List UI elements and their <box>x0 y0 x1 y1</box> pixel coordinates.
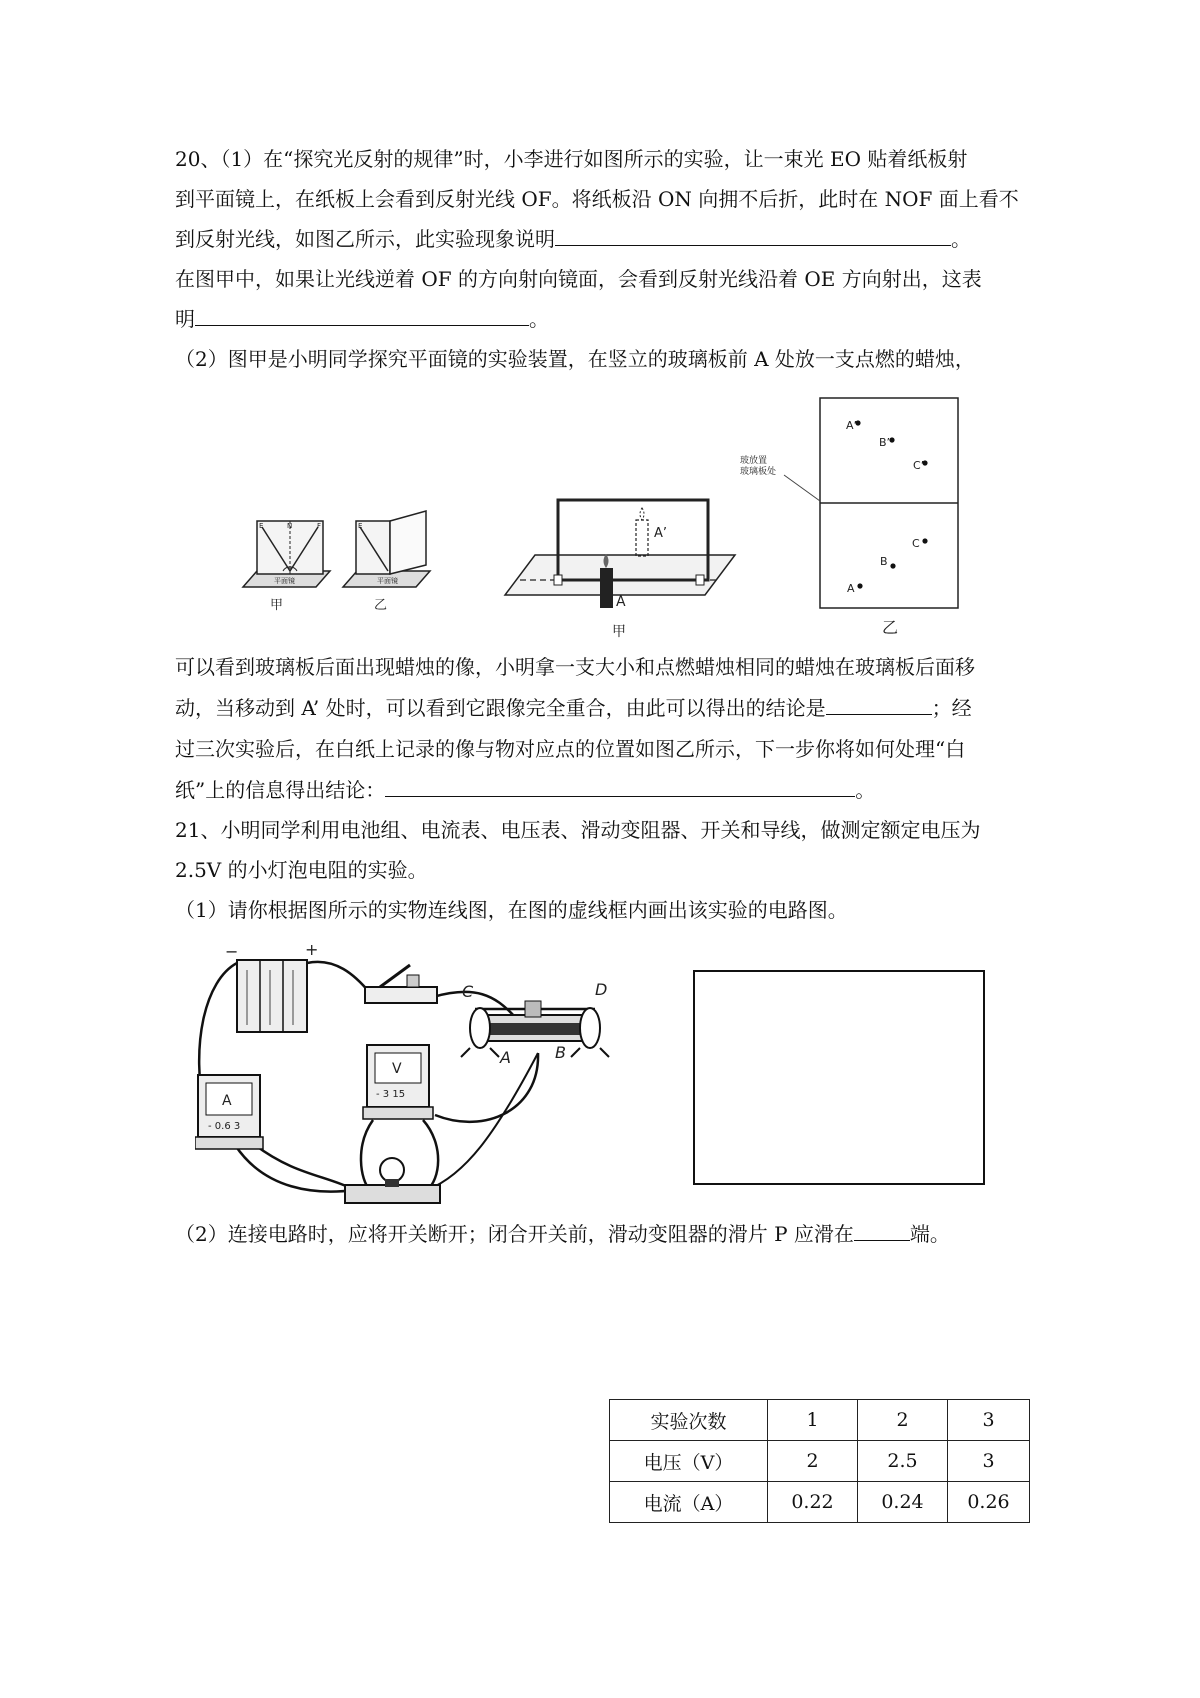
answer-blank-slider-end[interactable] <box>854 1220 910 1241</box>
mirror-label-yi: 平面镜 <box>377 577 398 585</box>
q20-part2-line-5 <box>175 776 875 804</box>
mirror-setup-figure <box>500 480 740 640</box>
answer-blank-reflection-plane[interactable] <box>555 225 951 246</box>
glass-label-2: 玻璃板处 <box>740 467 777 477</box>
point-C-prime: C’ <box>913 459 925 472</box>
q20-part2-line-3 <box>175 694 972 722</box>
q20-part2-line-4: 过三次实验后，在白纸上记录的像与物对应点的位置如图乙所示，下一步你将如何处理“白 <box>175 737 966 761</box>
table-row <box>610 1482 1030 1523</box>
label-A: A <box>616 594 626 610</box>
rheostat-label-D: D <box>595 980 608 999</box>
ammeter <box>195 1075 263 1149</box>
q20-part2-line-5-text: 纸”上的信息得出结论： <box>175 778 386 802</box>
q20-part2-line-3-end: ；经 <box>931 696 972 720</box>
paper-record-figure <box>730 393 970 638</box>
answer-blank-reversibility[interactable] <box>195 305 529 326</box>
ammeter-scale: - 0.6 3 <box>208 1121 241 1132</box>
q20-line-2: 到平面镜上，在纸板上会看到反射光线 OF。将纸板沿 ON 向拥不后折，此时在 NOF 面上看不 <box>175 187 1019 211</box>
table-row <box>610 1441 1030 1482</box>
q21-part2-text: （2）连接电路时，应将开关断开；闭合开关前，滑动变阻器的滑片 P 应滑在 <box>175 1222 854 1246</box>
caption-yi-paper: 乙 <box>882 618 899 637</box>
label-E-yi: E <box>358 522 363 530</box>
q20-line-4: 在图甲中，如果让光线逆着 OF 的方向射向镜面，会看到反射光线沿着 OE 方向射出，这表 <box>175 267 982 291</box>
q20-line-3 <box>175 225 971 253</box>
point-A-prime: A’ <box>846 419 858 432</box>
q20-line-5 <box>175 305 549 333</box>
table-header-cell: 1 <box>768 1400 858 1441</box>
rheostat-label-C: C <box>462 982 474 1001</box>
table-header-row <box>610 1400 1030 1441</box>
table-cell: 0.22 <box>768 1482 858 1523</box>
q21-line-1: 21、小明同学利用电池组、电流表、电压表、滑动变阻器、开关和导线，做测定额定电压为 <box>175 818 981 842</box>
q20-part2-line-1: （2）图甲是小明同学探究平面镜的实验装置，在竖立的玻璃板前 A 处放一支点燃的蜡烛， <box>175 347 975 371</box>
q20-part2-line-5-end: 。 <box>855 778 876 802</box>
rheostat <box>461 980 609 1067</box>
table-cell: 电压（V） <box>610 1441 768 1482</box>
reflection-figure <box>238 475 453 620</box>
battery-minus-label: − <box>225 945 239 961</box>
table-cell: 2.5 <box>858 1441 948 1482</box>
battery-pack <box>225 945 318 1032</box>
ammeter-symbol: A <box>222 1093 232 1109</box>
table-cell: 0.24 <box>858 1482 948 1523</box>
q20-line-1: 20、（1）在“探究光反射的规律”时，小李进行如图所示的实验，让一束光 EO 贴着纸板射 <box>175 147 968 171</box>
caption-jia-setup: 甲 <box>612 624 626 640</box>
table-cell: 电流（A） <box>610 1482 768 1523</box>
candle-object <box>600 568 613 608</box>
q20-part2-line-2: 可以看到玻璃板后面出现蜡烛的像，小明拿一支大小和点燃蜡烛相同的蜡烛在玻璃板后面移 <box>175 655 975 679</box>
battery-plus-label: + <box>305 945 319 959</box>
table-header-cell: 实验次数 <box>610 1400 768 1441</box>
mirror-label-jia: 平面镜 <box>274 577 295 585</box>
q21-line-2: 2.5V 的小灯泡电阻的实验。 <box>175 858 428 882</box>
circuit-figure <box>195 945 665 1215</box>
table-header-cell: 2 <box>858 1400 948 1441</box>
label-A-prime: A’ <box>654 526 668 541</box>
point-A: A <box>847 582 855 595</box>
q20-line-3-text: 到反射光线，如图乙所示，此实验现象说明 <box>175 227 555 251</box>
lamp <box>345 1158 440 1203</box>
answer-blank-processing[interactable] <box>385 776 855 797</box>
q20-line-3-end: 。 <box>951 227 971 251</box>
table-cell: 0.26 <box>948 1482 1030 1523</box>
q21-part2-end: 端。 <box>909 1222 950 1246</box>
table-cell: 2 <box>768 1441 858 1482</box>
table-cell: 3 <box>948 1441 1030 1482</box>
answer-blank-conclusion[interactable] <box>826 694 932 715</box>
q21-part1: （1）请你根据图所示的实物连线图，在图的虚线框内画出该实验的电路图。 <box>175 898 848 922</box>
candle-image <box>636 520 648 556</box>
voltmeter-scale: - 3 15 <box>376 1089 406 1100</box>
point-B-prime: B’ <box>879 436 891 449</box>
glass-label-1: 玻放置 <box>740 456 768 466</box>
caption-yi-left: 乙 <box>374 598 388 613</box>
label-F-jia: F <box>317 522 322 530</box>
switch <box>365 965 437 1003</box>
q20-line-5-text: 明 <box>175 307 195 331</box>
rheostat-label-B: B <box>555 1043 566 1062</box>
label-N-jia: N <box>287 522 293 530</box>
rheostat-label-A: A <box>500 1048 511 1067</box>
q21-part2 <box>175 1220 950 1248</box>
label-E-jia: E <box>259 522 264 530</box>
circuit-diagram-drawing-box[interactable] <box>693 970 985 1185</box>
table-header-cell: 3 <box>948 1400 1030 1441</box>
voltmeter-symbol: V <box>392 1061 402 1077</box>
q20-part2-line-3-text: 动，当移动到 A’ 处时，可以看到它跟像完全重合，由此可以得出的结论是 <box>175 696 826 720</box>
q20-line-5-end: 。 <box>529 307 549 331</box>
data-table <box>609 1399 1030 1523</box>
point-B: B <box>880 555 888 568</box>
point-C: C <box>912 537 920 550</box>
caption-jia-left: 甲 <box>270 598 284 613</box>
voltmeter <box>363 1045 433 1119</box>
